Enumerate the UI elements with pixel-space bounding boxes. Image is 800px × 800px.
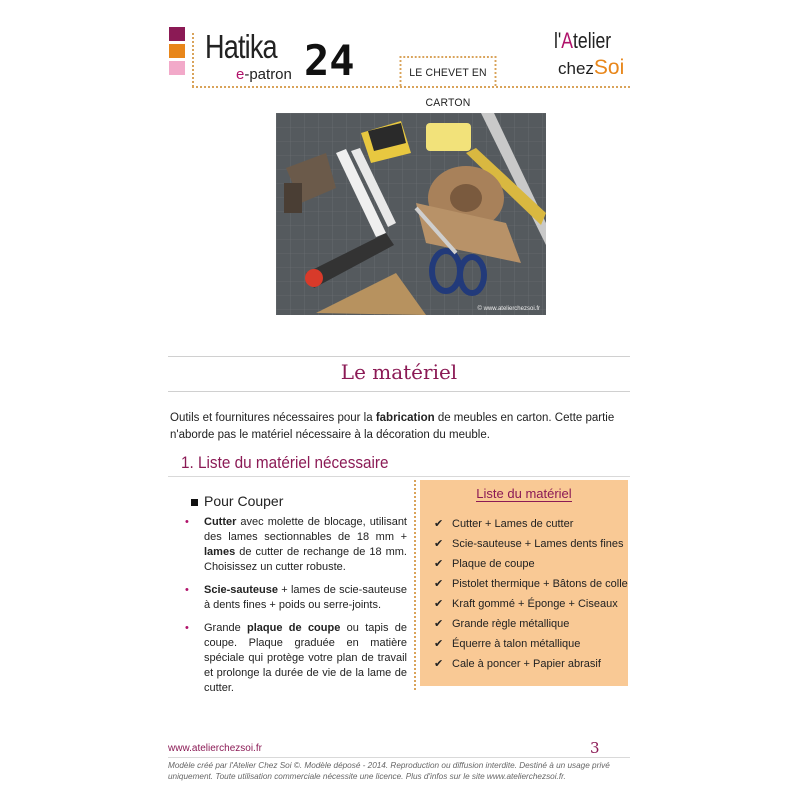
check-icon: ✔ (434, 578, 444, 590)
logo-soi: Soi (593, 56, 625, 79)
item-bold-2: lames (204, 546, 236, 558)
intro-part-1: Outils et fournitures nécessaires pour la (170, 412, 376, 424)
section-rule-top (168, 356, 630, 357)
checklist-item (434, 634, 628, 654)
logo-l: l' (554, 28, 562, 53)
checklist-item-text: Cutter + Lames de cutter (452, 518, 574, 530)
checklist-item-text: Cale à poncer + Papier abrasif (452, 658, 601, 670)
materials-checklist (434, 514, 628, 674)
checklist-item (434, 614, 628, 634)
color-square-3 (169, 61, 185, 75)
logo-line-2 (558, 56, 624, 80)
logo-A: A (561, 28, 574, 53)
checklist-item (434, 654, 628, 674)
photo-credit: © www.atelierchezsoi.fr (477, 306, 540, 312)
subsection-title-text: Pour Couper (204, 493, 284, 509)
list-item (185, 515, 407, 575)
cutting-tools-list (185, 515, 407, 704)
check-icon: ✔ (434, 598, 444, 610)
color-square-1 (169, 27, 185, 41)
footer-copyright-note: Modèle créé par l'Atelier Chez Soi ©. Modèle déposé - 2014. Reproduction ou diffusion interdite. Destiné à un usage privé uniquement. Toute utilisation commerciale nécessite une licence. Plus d'infos sur le site www.atelierchezsoi.fr. (168, 761, 610, 781)
list-item (185, 583, 407, 613)
checklist-item-text: Scie-sauteuse + Lames dents fines (452, 538, 624, 550)
subsection-title (191, 493, 283, 509)
check-icon: ✔ (434, 558, 444, 570)
logo-chez: chez (558, 59, 594, 78)
checklist-item (434, 554, 628, 574)
footer-rule (168, 757, 630, 758)
pattern-number: 24 (304, 36, 355, 85)
materials-checklist-box (420, 480, 628, 686)
bullet-icon: • (185, 584, 189, 596)
item-text-1: + lames de scie-sauteuse à dents fines + poids ou serre-joints. (204, 584, 407, 611)
checklist-title-text: Liste du matériel (476, 486, 572, 501)
checklist-item (434, 594, 628, 614)
column-divider (414, 480, 416, 690)
tools-photo (276, 113, 546, 315)
intro-part-2: de meubles en carton. Cette partie n'aborde pas le matériel nécessaire à la décoration du meuble. (170, 412, 615, 441)
check-icon: ✔ (434, 618, 444, 630)
check-icon: ✔ (434, 638, 444, 650)
brand-subtitle (236, 66, 292, 83)
logo-telier: telier (573, 28, 612, 53)
check-icon: ✔ (434, 538, 444, 550)
header-color-squares (169, 27, 185, 78)
intro-paragraph (170, 410, 632, 444)
logo-line-1 (554, 28, 611, 54)
checklist-item (434, 574, 628, 594)
atelier-logo (548, 26, 634, 86)
item-bold-2: plaque de coupe (247, 622, 341, 634)
item-text-2: ou tapis de coupe. Plaque graduée en matière spéciale qui protège votre plan de travail et prolonge la durée de vie de la lame de cutter. (204, 622, 408, 694)
check-icon: ✔ (434, 518, 444, 530)
checklist-item-text: Kraft gommé + Éponge + Ciseaux (452, 598, 618, 610)
item-text-2: de cutter de rechange de 18 mm. Choisissez un cutter robuste. (204, 546, 407, 573)
bullet-icon: • (185, 516, 189, 528)
tools-photo-illustration (276, 113, 546, 315)
item-bold-1: Scie-sauteuse (204, 584, 278, 596)
checklist-item-text: Pistolet thermique + Bâtons de colle (452, 578, 628, 590)
intro-bold: fabrication (375, 412, 435, 424)
footer-url[interactable]: www.atelierchezsoi.fr (168, 743, 262, 754)
brand-title: Hatika (205, 28, 277, 65)
heading-materials-list: 1. Liste du matériel nécessaire (181, 453, 389, 472)
item-text-1: Grande (204, 622, 248, 634)
section-rule-bottom (168, 391, 630, 392)
checklist-item-text: Grande règle métallique (452, 618, 570, 630)
checklist-item (434, 514, 628, 534)
checklist-item-text: Équerre à talon métallique (452, 638, 581, 650)
section-title: Le matériel (340, 360, 458, 384)
header-dotted-divider (192, 33, 196, 87)
checklist-title (420, 486, 628, 501)
brand-subtitle-rest: -patron (244, 66, 292, 83)
checklist-item (434, 534, 628, 554)
color-square-2 (169, 44, 185, 58)
square-bullet-icon (191, 499, 198, 506)
item-text-1: avec molette de blocage, utilisant des lames sectionnables de 18 mm + (204, 516, 407, 543)
list-item (185, 621, 407, 696)
page-number: 3 (590, 739, 600, 757)
bullet-icon: • (185, 622, 189, 634)
check-icon: ✔ (434, 658, 444, 670)
heading-rule (168, 476, 630, 477)
checklist-item-text: Plaque de coupe (452, 558, 535, 570)
brand-subtitle-e: e (236, 66, 245, 83)
document-title: LE CHEVET EN CARTON (400, 56, 497, 86)
item-bold-1: Cutter (204, 516, 237, 528)
